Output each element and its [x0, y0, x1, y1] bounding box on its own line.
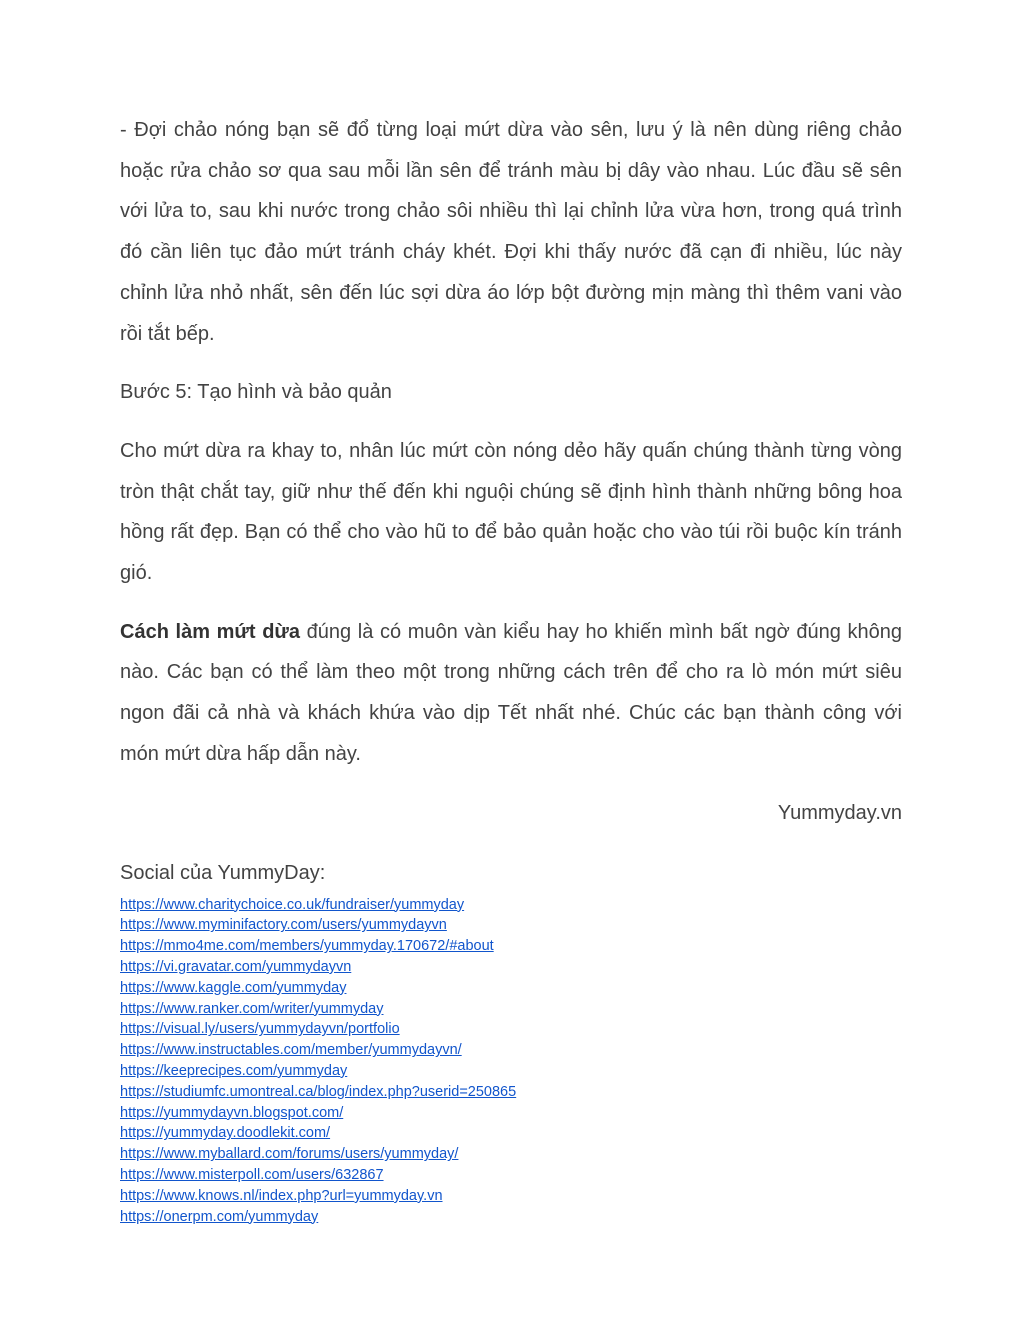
list-item [120, 1207, 902, 1228]
conclusion-text: đúng là có muôn vàn kiểu hay ho khiến mình bất ngờ đúng không nào. Các bạn có thể làm theo một trong những cách trên để cho ra lò món mứt siêu ngon đãi cả nhà và khách khứa vào dịp Tết nhất nhé. Chúc các bạn thành công với món mứt dừa hấp dẫn này. [120, 620, 902, 765]
social-link[interactable]: https://www.instructables.com/member/yummydayvn/ [120, 1042, 462, 1059]
social-link-list [120, 895, 902, 1228]
list-item [120, 1061, 902, 1082]
social-link[interactable]: https://www.myballard.com/forums/users/yummyday/ [120, 1146, 459, 1163]
paragraph-step-5-shaping: Cho mứt dừa ra khay to, nhân lúc mứt còn nóng dẻo hãy quấn chúng thành từng vòng tròn thật chắt tay, giữ như thế đến khi nguội chúng sẽ định hình thành những bông hoa hồng rất đẹp. Bạn có thể cho vào hũ to để bảo quản hoặc cho vào túi rồi buộc kín tránh gió. [120, 439, 902, 585]
social-heading: Social của YummyDay: [120, 861, 326, 884]
signature: Yummyday.vn [777, 801, 902, 824]
social-link[interactable]: https://studiumfc.umontreal.ca/blog/index.php?userid=250865 [120, 1083, 517, 1100]
social-link[interactable]: https://visual.ly/users/yummydayvn/portfolio [120, 1021, 400, 1038]
list-item [120, 978, 902, 999]
list-item [120, 999, 902, 1020]
paragraph-conclusion [120, 612, 902, 775]
social-link[interactable]: https://mmo4me.com/members/yummyday.170672/#about [120, 938, 494, 955]
social-link[interactable]: https://www.knows.nl/index.php?url=yummyday.vn [120, 1187, 443, 1204]
list-item [120, 895, 902, 916]
social-link[interactable]: https://www.misterpoll.com/users/632867 [120, 1166, 384, 1183]
list-item [120, 1186, 902, 1207]
list-item [120, 1123, 902, 1144]
list-item [120, 915, 902, 936]
social-link[interactable]: https://yummydayvn.blogspot.com/ [120, 1104, 344, 1121]
social-link[interactable]: https://vi.gravatar.com/yummydayvn [120, 958, 352, 975]
conclusion-bold-phrase: Cách làm mứt dừa [120, 620, 301, 643]
list-item [120, 957, 902, 978]
list-item [120, 1144, 902, 1165]
list-item [120, 1165, 902, 1186]
step-5-heading: Bước 5: Tạo hình và bảo quản [120, 381, 392, 404]
social-link[interactable]: https://yummyday.doodlekit.com/ [120, 1125, 331, 1142]
list-item [120, 1103, 902, 1124]
list-item [120, 1082, 902, 1103]
document-page [120, 110, 902, 1227]
social-link[interactable]: https://www.kaggle.com/yummyday [120, 979, 347, 996]
list-item [120, 936, 902, 957]
list-item [120, 1040, 902, 1061]
social-link[interactable]: https://www.ranker.com/writer/yummyday [120, 1000, 384, 1017]
social-link[interactable]: https://www.myminifactory.com/users/yummydayvn [120, 917, 447, 934]
social-link[interactable]: https://www.charitychoice.co.uk/fundraiser/yummyday [120, 896, 465, 913]
social-link[interactable]: https://onerpm.com/yummyday [120, 1208, 319, 1225]
paragraph-step-4-cooking: - Đợi chảo nóng bạn sẽ đổ từng loại mứt dừa vào sên, lưu ý là nên dùng riêng chảo hoặc rửa chảo sơ qua sau mỗi lần sên để tránh màu bị dây vào nhau. Lúc đầu sẽ sên với lửa to, sau khi nước trong chảo sôi nhiều thì lại chỉnh lửa vừa hơn, trong quá trình đó cần liên tục đảo mứt tránh cháy khét. Đợi khi thấy nước đã cạn đi nhiều, lúc này chỉnh lửa nhỏ nhất, sên đến lúc sợi dừa áo lớp bột đường mịn màng thì thêm vani vào rồi tắt bếp. [120, 119, 902, 345]
list-item [120, 1019, 902, 1040]
social-link[interactable]: https://keeprecipes.com/yummyday [120, 1062, 348, 1079]
